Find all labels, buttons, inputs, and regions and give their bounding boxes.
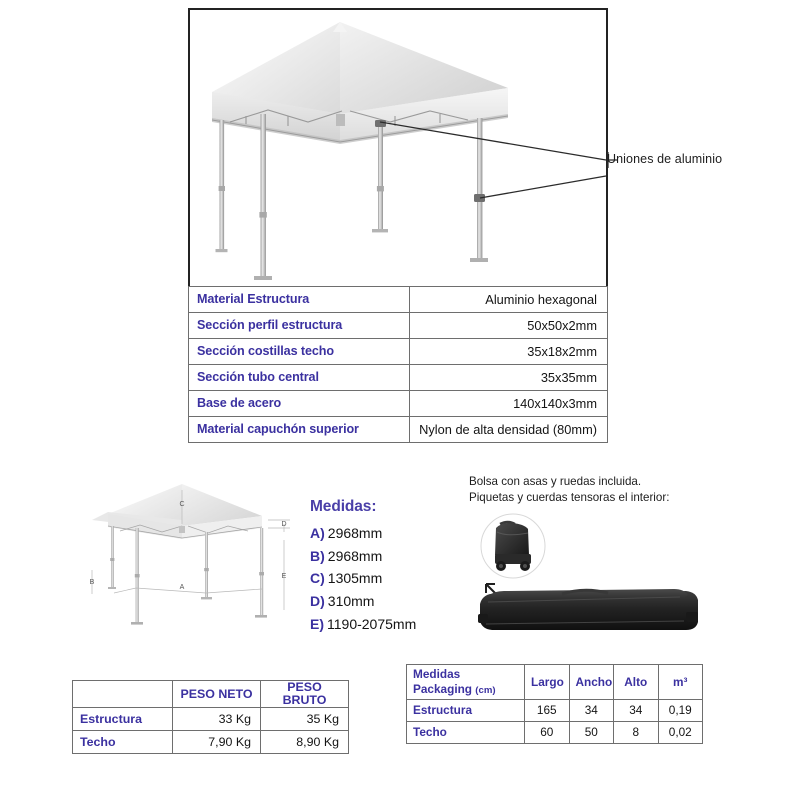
spec-key: Sección costillas techo xyxy=(189,339,410,365)
packaging-corner-line-2: Packaging xyxy=(413,681,473,696)
measurement-item xyxy=(310,567,460,590)
spec-value: Aluminio hexagonal xyxy=(410,287,608,313)
dim-label-B: B xyxy=(89,579,95,586)
measurement-item xyxy=(310,613,460,636)
spec-value: Nylon de alta densidad (80mm) xyxy=(410,417,608,443)
spec-key: Material capuchón superior xyxy=(189,417,410,443)
packaging-corner-unit: (cm) xyxy=(475,684,496,696)
packaging-column-header: Largo xyxy=(525,665,570,700)
packaging-largo: 165 xyxy=(525,700,570,722)
callout-label: Uniones de aluminio xyxy=(607,152,723,166)
spec-key: Sección tubo central xyxy=(189,365,410,391)
packaging-m3: 0,02 xyxy=(658,722,703,744)
measurement-letter: B) xyxy=(310,547,325,564)
spec-value: 35x35mm xyxy=(410,365,608,391)
measurement-letter: D) xyxy=(310,593,325,610)
measurement-item xyxy=(310,590,460,613)
bag-caption-line-2: Piquetas y cuerdas tensoras el interior: xyxy=(469,491,670,505)
packaging-column-header: Alto xyxy=(614,665,659,700)
measurements-title: Medidas: xyxy=(310,498,377,515)
carry-bag-figure xyxy=(466,506,716,636)
packaging-alto: 34 xyxy=(614,700,659,722)
measurements-block xyxy=(310,498,460,635)
table-header-row xyxy=(407,665,703,700)
weights-column-header: PESO BRUTO xyxy=(261,681,349,708)
bag-caption xyxy=(469,474,749,507)
measurement-value: 1190-2075mm xyxy=(327,615,417,632)
packaging-alto: 8 xyxy=(614,722,659,744)
weights-corner-cell xyxy=(73,681,173,708)
dim-label-A: A xyxy=(179,584,185,591)
dimension-diagram xyxy=(78,476,304,636)
table-row xyxy=(73,731,349,754)
packaging-ancho: 34 xyxy=(569,700,614,722)
spec-value: 140x140x3mm xyxy=(410,391,608,417)
measurement-letter: C) xyxy=(310,570,325,587)
table-row xyxy=(189,391,608,417)
spec-key: Material Estructura xyxy=(189,287,410,313)
dim-label-D: D xyxy=(281,521,287,528)
measurement-value: 2968mm xyxy=(327,547,383,564)
weights-table xyxy=(72,680,349,754)
weights-row-label: Techo xyxy=(73,731,173,754)
table-row xyxy=(407,700,703,722)
packaging-corner-line-1: Medidas xyxy=(413,667,461,682)
table-row xyxy=(407,722,703,744)
packaging-largo: 60 xyxy=(525,722,570,744)
spec-key: Sección perfil estructura xyxy=(189,313,410,339)
weights-bruto: 8,90 Kg xyxy=(261,731,349,754)
specification-table xyxy=(188,286,608,443)
measurement-value: 2968mm xyxy=(327,525,383,541)
spec-value: 35x18x2mm xyxy=(410,339,608,365)
weights-row-label: Estructura xyxy=(73,708,173,731)
table-row xyxy=(189,365,608,391)
packaging-column-header: Ancho xyxy=(569,665,614,700)
measurement-item xyxy=(310,522,460,545)
table-row xyxy=(189,287,608,313)
weights-column-header: PESO NETO xyxy=(173,681,261,708)
packaging-ancho: 50 xyxy=(569,722,614,744)
gazebo-photo xyxy=(190,10,606,286)
table-row xyxy=(189,417,608,443)
weights-neto: 33 Kg xyxy=(173,708,261,731)
table-header-row xyxy=(73,681,349,708)
dim-label-C: C xyxy=(179,501,185,508)
packaging-row-label: Estructura xyxy=(407,700,525,722)
packaging-m3: 0,19 xyxy=(658,700,703,722)
measurement-letter: A) xyxy=(310,525,325,541)
table-row xyxy=(189,313,608,339)
packaging-row-label: Techo xyxy=(407,722,525,744)
measurement-value: 1305mm xyxy=(327,570,383,587)
measurement-value: 310mm xyxy=(327,593,375,610)
packaging-table xyxy=(406,664,703,744)
spec-key: Base de acero xyxy=(189,391,410,417)
packaging-column-header: m³ xyxy=(658,665,703,700)
gazebo-photo-frame xyxy=(188,8,608,286)
weights-neto: 7,90 Kg xyxy=(173,731,261,754)
packaging-corner-cell xyxy=(407,665,525,700)
weights-bruto: 35 Kg xyxy=(261,708,349,731)
bag-caption-line-1: Bolsa con asas y ruedas incluida. xyxy=(469,475,642,488)
table-row xyxy=(189,339,608,365)
dim-label-E: E xyxy=(281,573,287,580)
table-row xyxy=(73,708,349,731)
measurement-item xyxy=(310,545,460,568)
spec-value: 50x50x2mm xyxy=(410,313,608,339)
measurement-letter: E) xyxy=(310,615,324,632)
